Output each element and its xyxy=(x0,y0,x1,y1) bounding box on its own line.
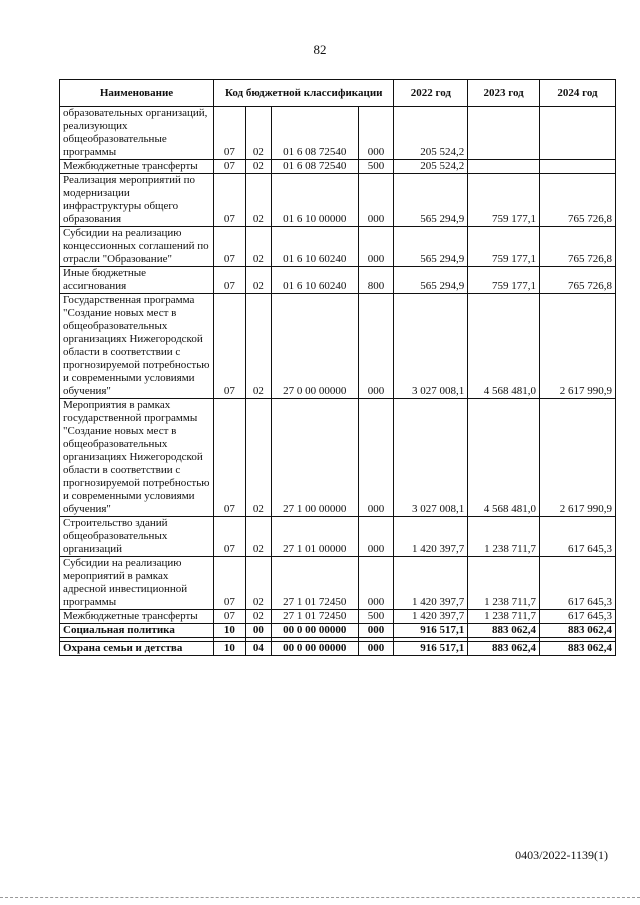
value-2022: 205 524,2 xyxy=(394,107,468,160)
code-expense-type: 800 xyxy=(358,267,394,294)
row-name: Охрана семьи и детства xyxy=(60,642,214,656)
code-section: 07 xyxy=(214,610,246,624)
header-name: Наименование xyxy=(60,80,214,107)
row-name: Межбюджетные трансферты xyxy=(60,610,214,624)
table-row xyxy=(60,267,616,294)
value-2023: 1 238 711,7 xyxy=(468,557,540,610)
code-subsection: 02 xyxy=(245,399,271,517)
table-row xyxy=(60,294,616,399)
value-2022: 1 420 397,7 xyxy=(394,610,468,624)
code-section: 07 xyxy=(214,294,246,399)
code-target: 00 0 00 00000 xyxy=(272,624,359,638)
code-section: 07 xyxy=(214,267,246,294)
code-expense-type: 000 xyxy=(358,294,394,399)
header-2023: 2023 год xyxy=(468,80,540,107)
code-section: 07 xyxy=(214,517,246,557)
value-2024: 765 726,8 xyxy=(539,227,615,267)
code-section: 10 xyxy=(214,642,246,656)
code-section: 07 xyxy=(214,160,246,174)
value-2023: 883 062,4 xyxy=(468,642,540,656)
document-code: 0403/2022-1139(1) xyxy=(515,848,608,862)
page-number: 82 xyxy=(313,42,327,57)
code-expense-type: 000 xyxy=(358,174,394,227)
value-2022: 565 294,9 xyxy=(394,227,468,267)
table-row xyxy=(60,399,616,517)
code-expense-type: 000 xyxy=(358,557,394,610)
value-2024 xyxy=(539,160,615,174)
code-target: 01 6 10 00000 xyxy=(272,174,359,227)
code-expense-type: 000 xyxy=(358,399,394,517)
value-2023: 883 062,4 xyxy=(468,624,540,638)
value-2024: 2 617 990,9 xyxy=(539,399,615,517)
code-subsection: 02 xyxy=(245,517,271,557)
code-target: 27 1 01 72450 xyxy=(272,557,359,610)
code-subsection: 02 xyxy=(245,267,271,294)
budget-table xyxy=(59,79,616,656)
value-2024: 883 062,4 xyxy=(539,624,615,638)
code-subsection: 04 xyxy=(245,642,271,656)
table-row xyxy=(60,624,616,638)
code-section: 07 xyxy=(214,557,246,610)
code-subsection: 02 xyxy=(245,610,271,624)
code-section: 07 xyxy=(214,227,246,267)
value-2024 xyxy=(539,107,615,160)
code-expense-type: 000 xyxy=(358,517,394,557)
code-section: 07 xyxy=(214,174,246,227)
code-target: 27 1 00 00000 xyxy=(272,399,359,517)
value-2023: 759 177,1 xyxy=(468,174,540,227)
value-2023 xyxy=(468,107,540,160)
code-expense-type: 000 xyxy=(358,227,394,267)
row-name: Реализация мероприятий по модернизации инфраструктуры общего образования xyxy=(60,174,214,227)
header-row xyxy=(60,80,616,107)
table-row xyxy=(60,517,616,557)
scan-edge-line xyxy=(0,897,640,898)
row-name: Социальная политика xyxy=(60,624,214,638)
value-2022: 3 027 008,1 xyxy=(394,399,468,517)
value-2024: 2 617 990,9 xyxy=(539,294,615,399)
value-2024: 617 645,3 xyxy=(539,517,615,557)
code-target: 01 6 10 60240 xyxy=(272,227,359,267)
value-2024: 765 726,8 xyxy=(539,267,615,294)
value-2022: 1 420 397,7 xyxy=(394,557,468,610)
value-2024: 883 062,4 xyxy=(539,642,615,656)
code-section: 10 xyxy=(214,624,246,638)
value-2023 xyxy=(468,160,540,174)
code-target: 00 0 00 00000 xyxy=(272,642,359,656)
row-name: Государственная программа "Создание новых мест в общеобразовательных организациях Нижегородской области в соответствии с прогнозируемой потребностью и современными условиями обучения" xyxy=(60,294,214,399)
code-expense-type: 000 xyxy=(358,107,394,160)
value-2022: 1 420 397,7 xyxy=(394,517,468,557)
table-row xyxy=(60,174,616,227)
row-name: образовательных организаций, реализующих общеобразовательные программы xyxy=(60,107,214,160)
row-name: Субсидии на реализацию концессионных соглашений по отрасли "Образование" xyxy=(60,227,214,267)
table-row xyxy=(60,227,616,267)
value-2023: 1 238 711,7 xyxy=(468,517,540,557)
code-subsection: 02 xyxy=(245,160,271,174)
value-2023: 759 177,1 xyxy=(468,267,540,294)
row-name: Иные бюджетные ассигнования xyxy=(60,267,214,294)
value-2022: 916 517,1 xyxy=(394,642,468,656)
code-section: 07 xyxy=(214,107,246,160)
row-name: Субсидии на реализацию мероприятий в рамках адресной инвестиционной программы xyxy=(60,557,214,610)
code-target: 27 1 01 00000 xyxy=(272,517,359,557)
table-row xyxy=(60,642,616,656)
value-2024: 765 726,8 xyxy=(539,174,615,227)
value-2023: 1 238 711,7 xyxy=(468,610,540,624)
code-target: 01 6 08 72540 xyxy=(272,107,359,160)
code-target: 01 6 08 72540 xyxy=(272,160,359,174)
code-target: 01 6 10 60240 xyxy=(272,267,359,294)
value-2023: 4 568 481,0 xyxy=(468,294,540,399)
row-name: Межбюджетные трансферты xyxy=(60,160,214,174)
table-row xyxy=(60,160,616,174)
header-2022: 2022 год xyxy=(394,80,468,107)
code-subsection: 02 xyxy=(245,557,271,610)
value-2024: 617 645,3 xyxy=(539,610,615,624)
row-name: Строительство зданий общеобразовательных организаций xyxy=(60,517,214,557)
value-2022: 565 294,9 xyxy=(394,174,468,227)
code-expense-type: 000 xyxy=(358,642,394,656)
value-2022: 205 524,2 xyxy=(394,160,468,174)
value-2022: 3 027 008,1 xyxy=(394,294,468,399)
row-name: Мероприятия в рамках государственной программы "Создание новых мест в общеобразовательных организациях Нижегородской области в соответствии с прогнозируемой потребностью и современными условиями обучения" xyxy=(60,399,214,517)
table-row xyxy=(60,557,616,610)
code-subsection: 02 xyxy=(245,107,271,160)
code-subsection: 02 xyxy=(245,227,271,267)
table-row xyxy=(60,610,616,624)
header-code: Код бюджетной классификации xyxy=(214,80,394,107)
value-2023: 4 568 481,0 xyxy=(468,399,540,517)
code-section: 07 xyxy=(214,399,246,517)
value-2023: 759 177,1 xyxy=(468,227,540,267)
code-expense-type: 500 xyxy=(358,160,394,174)
value-2022: 916 517,1 xyxy=(394,624,468,638)
table-row xyxy=(60,107,616,160)
code-subsection: 00 xyxy=(245,624,271,638)
value-2024: 617 645,3 xyxy=(539,557,615,610)
code-subsection: 02 xyxy=(245,294,271,399)
code-expense-type: 000 xyxy=(358,624,394,638)
code-target: 27 0 00 00000 xyxy=(272,294,359,399)
code-target: 27 1 01 72450 xyxy=(272,610,359,624)
header-2024: 2024 год xyxy=(539,80,615,107)
code-expense-type: 500 xyxy=(358,610,394,624)
value-2022: 565 294,9 xyxy=(394,267,468,294)
code-subsection: 02 xyxy=(245,174,271,227)
